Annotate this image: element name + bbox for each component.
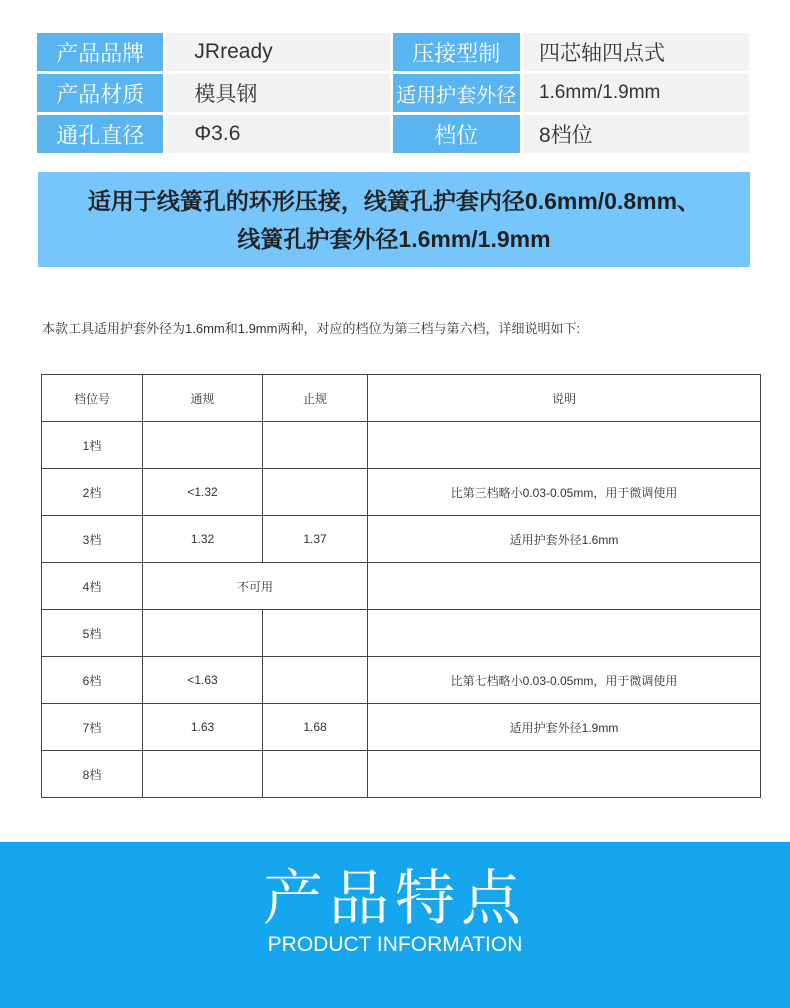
cell-gear: 7档 (42, 704, 143, 751)
table-row (42, 751, 761, 798)
table-header-row (42, 375, 761, 422)
cell-go (143, 751, 263, 798)
cell-go: <1.32 (143, 469, 263, 516)
table-row (42, 610, 761, 657)
spec-label-brand: 产品品牌 (37, 33, 163, 71)
spec-value-sheath-od: 1.6mm/1.9mm (523, 74, 749, 112)
cell-gear: 3档 (42, 516, 143, 563)
usage-note: 本款工具适用护套外径为1.6mm和1.9mm两种，对应的档位为第三档与第六档，详细说明如下: (42, 321, 581, 336)
gear-table (41, 374, 761, 798)
table-row (42, 422, 761, 469)
footer-title: 产品特点 (263, 865, 527, 932)
cell-gear: 2档 (42, 469, 143, 516)
footer-subtitle: PRODUCT INFORMATION (267, 933, 523, 956)
banner-line-2: 线簧孔护套外径1.6mm/1.9mm (237, 225, 551, 252)
cell-nogo (263, 610, 368, 657)
cell-desc (368, 563, 761, 610)
cell-gear: 1档 (42, 422, 143, 469)
cell-desc: 比第三档略小0.03-0.05mm，用于微调使用 (368, 469, 761, 516)
cell-nogo (263, 657, 368, 704)
cell-go: 1.63 (143, 704, 263, 751)
cell-gear: 5档 (42, 610, 143, 657)
cell-go: 1.32 (143, 516, 263, 563)
spec-row-material (37, 74, 749, 112)
spec-grid (37, 33, 749, 156)
cell-gear: 8档 (42, 751, 143, 798)
cell-nogo (263, 422, 368, 469)
table-row (42, 704, 761, 751)
table-row (42, 516, 761, 563)
table-row (42, 469, 761, 516)
spec-row-brand (37, 33, 749, 71)
cell-nogo: 1.68 (263, 704, 368, 751)
cell-nogo (263, 751, 368, 798)
cell-desc (368, 422, 761, 469)
header-gear: 档位号 (42, 375, 143, 422)
application-banner (38, 172, 750, 267)
header-go-gauge: 通规 (143, 375, 263, 422)
cell-nogo (263, 469, 368, 516)
spec-value-crimp-type: 四芯轴四点式 (523, 33, 749, 71)
spec-value-gears: 8档位 (523, 115, 749, 153)
cell-desc: 适用护套外径1.9mm (368, 704, 761, 751)
cell-go (143, 610, 263, 657)
spec-label-sheath-od: 适用护套外径 (393, 74, 520, 112)
spec-value-hole-diameter: Φ3.6 (166, 115, 389, 153)
cell-go: <1.63 (143, 657, 263, 704)
cell-gear: 6档 (42, 657, 143, 704)
spec-value-brand: JRready (166, 33, 389, 71)
header-description: 说明 (368, 375, 761, 422)
cell-desc: 适用护套外径1.6mm (368, 516, 761, 563)
cell-unavailable: 不可用 (143, 563, 368, 610)
cell-go (143, 422, 263, 469)
spec-label-crimp-type: 压接型制 (393, 33, 520, 71)
header-nogo-gauge: 止规 (263, 375, 368, 422)
cell-desc (368, 751, 761, 798)
cell-nogo: 1.37 (263, 516, 368, 563)
table-row (42, 657, 761, 704)
banner-line-1: 适用于线簧孔的环形压接，线簧孔护套内径0.6mm/0.8mm、 (87, 187, 701, 214)
spec-label-material: 产品材质 (37, 74, 163, 112)
spec-value-material: 模具钢 (166, 74, 389, 112)
product-features-footer (0, 842, 790, 1008)
spec-label-gears: 档位 (393, 115, 520, 153)
cell-gear: 4档 (42, 563, 143, 610)
spec-label-hole-diameter: 通孔直径 (37, 115, 163, 153)
spec-row-hole (37, 115, 749, 153)
table-row (42, 563, 761, 610)
cell-desc (368, 610, 761, 657)
cell-desc: 比第七档略小0.03-0.05mm，用于微调使用 (368, 657, 761, 704)
